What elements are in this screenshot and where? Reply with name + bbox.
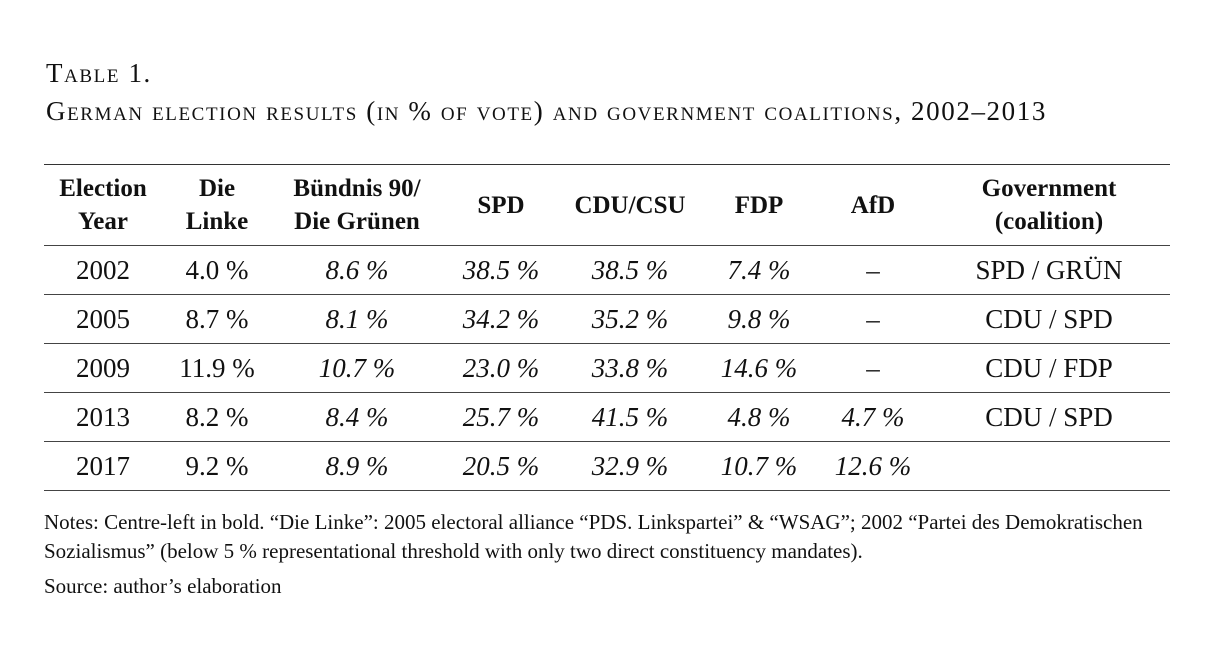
cell-cdu-csu: 32.9 % [560,442,700,491]
cell-gruene: 8.1 % [272,295,442,344]
cell-government: SPD / GRÜN [928,246,1170,295]
table-row [44,393,1170,442]
cell-fdp: 10.7 % [700,442,818,491]
cell-afd: – [818,246,928,295]
header-row [44,165,1170,246]
table-label: Table 1. [46,58,152,88]
table-title: German election results (in % of vote) and government coalitions, 2002–2013 [46,96,1047,126]
cell-fdp: 4.8 % [700,393,818,442]
header-spd: SPD [442,165,560,246]
cell-spd: 23.0 % [442,344,560,393]
header-die-linke: Die Linke [162,165,272,246]
cell-afd: 12.6 % [818,442,928,491]
cell-year: 2002 [44,246,162,295]
cell-gruene: 8.4 % [272,393,442,442]
table-row [44,344,1170,393]
table-notes: Notes: Centre-left in bold. “Die Linke”: 2005 electoral alliance “PDS. Linkspartei” & “WSAG”; 2002 “Partei des Demokratischen Sozialismus” (below 5 % representational threshold with only two direct constituency mandates). [44,510,1143,563]
cell-government: CDU / SPD [928,393,1170,442]
cell-afd: – [818,295,928,344]
cell-government: CDU / SPD [928,295,1170,344]
header-afd: AfD [818,165,928,246]
cell-die-linke: 11.9 % [162,344,272,393]
cell-cdu-csu: 33.8 % [560,344,700,393]
cell-die-linke: 8.7 % [162,295,272,344]
cell-die-linke: 4.0 % [162,246,272,295]
cell-afd: 4.7 % [818,393,928,442]
cell-fdp: 9.8 % [700,295,818,344]
cell-gruene: 8.9 % [272,442,442,491]
cell-government: CDU / FDP [928,344,1170,393]
cell-cdu-csu: 38.5 % [560,246,700,295]
election-results-table [44,164,1170,491]
cell-gruene: 8.6 % [272,246,442,295]
table-row [44,295,1170,344]
cell-year: 2009 [44,344,162,393]
cell-gruene: 10.7 % [272,344,442,393]
cell-cdu-csu: 41.5 % [560,393,700,442]
table-row [44,442,1170,491]
cell-die-linke: 9.2 % [162,442,272,491]
cell-year: 2013 [44,393,162,442]
cell-fdp: 7.4 % [700,246,818,295]
header-cdu-csu: CDU/CSU [560,165,700,246]
header-gruene: Bündnis 90/ Die Grünen [272,165,442,246]
cell-cdu-csu: 35.2 % [560,295,700,344]
cell-spd: 25.7 % [442,393,560,442]
cell-government [928,442,1170,491]
cell-spd: 38.5 % [442,246,560,295]
header-election-year: Election Year [44,165,162,246]
table-caption [46,54,1047,130]
cell-spd: 20.5 % [442,442,560,491]
header-fdp: FDP [700,165,818,246]
table-row [44,246,1170,295]
cell-fdp: 14.6 % [700,344,818,393]
cell-die-linke: 8.2 % [162,393,272,442]
cell-year: 2017 [44,442,162,491]
cell-year: 2005 [44,295,162,344]
cell-afd: – [818,344,928,393]
table-source: Source: author’s elaboration [44,574,282,598]
cell-spd: 34.2 % [442,295,560,344]
header-government: Government (coalition) [928,165,1170,246]
